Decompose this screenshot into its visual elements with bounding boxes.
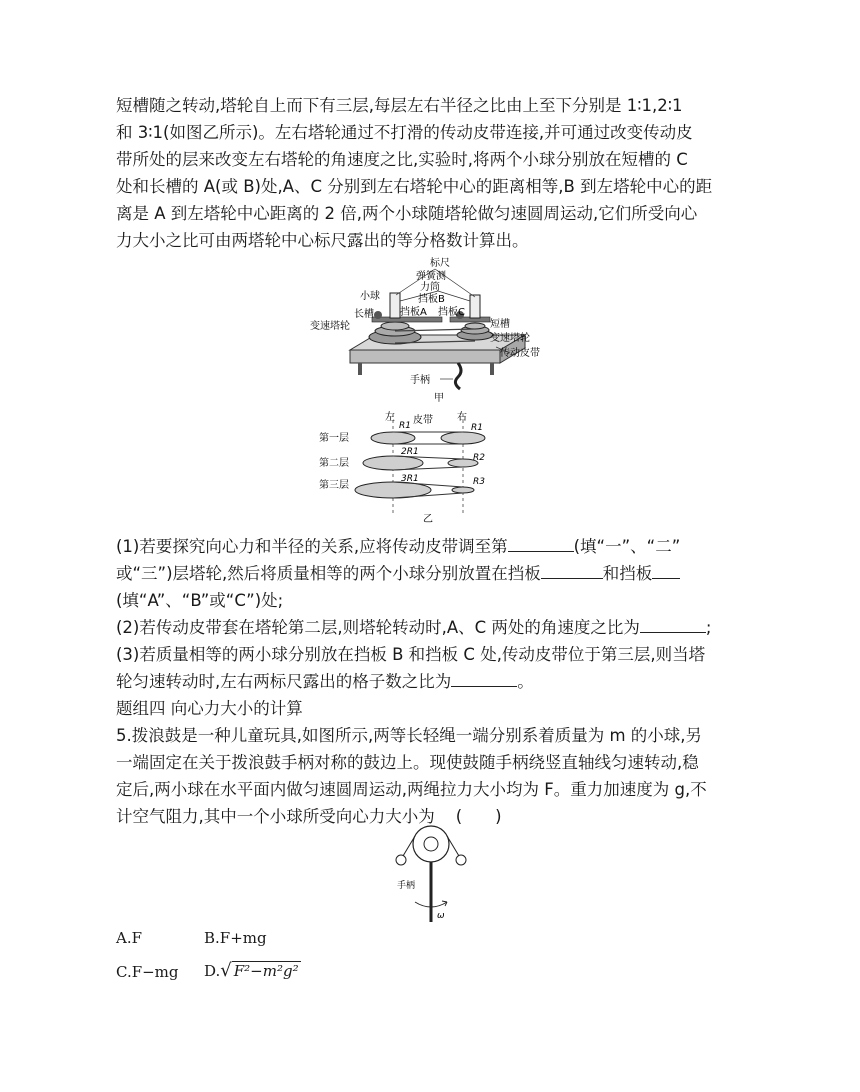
- sqrt-sign: √: [220, 960, 232, 981]
- q1-line-1: [116, 533, 746, 560]
- figure-yi-layers: [315, 408, 535, 526]
- q5-line-1: 5.拨浪鼓是一种儿童玩具,如图所示,两等长轻绳一端分别系着质量为 m 的小球,另: [116, 726, 703, 745]
- questions-block: [116, 533, 746, 830]
- label-dangban-c: 挡板C: [438, 307, 465, 318]
- q2-text: (2)若传动皮带套在塔轮第二层,则塔轮转动时,A、C 两处的角速度之比为: [116, 618, 640, 637]
- label-biansu-right: 变速塔轮: [490, 333, 530, 344]
- label-layer-2: 第二层: [319, 458, 349, 469]
- label-tanhuang-1: 弹簧测: [416, 271, 446, 282]
- q3-text: 轮匀速转动时,左右两标尺露出的格子数之比为: [116, 672, 452, 691]
- q1-text-a: (1)若要探究向心力和半径的关系,应将传动皮带调至第: [116, 537, 508, 556]
- label-tanhuang-2: 力筒: [420, 282, 440, 293]
- q2-end: ;: [705, 618, 712, 637]
- intro-line-3: 带所处的层来改变左右塔轮的角速度之比,实验时,将两个小球分别放在短槽的 C: [116, 150, 688, 169]
- q1-blank-1[interactable]: [508, 533, 574, 552]
- q3-end: 。: [517, 672, 534, 691]
- label-r3: R3: [473, 477, 485, 487]
- label-pidai: 传动皮带: [500, 348, 540, 359]
- option-c[interactable]: C.F−mg: [116, 963, 179, 981]
- label-left: 左: [385, 412, 395, 423]
- label-3r1: 3R1: [401, 474, 419, 484]
- intro-paragraph: [116, 92, 746, 254]
- label-shoubing: 手柄: [410, 375, 430, 386]
- q1-text-d: 和挡板: [602, 564, 653, 583]
- q1-blank-3[interactable]: [652, 560, 680, 579]
- label-duancao: 短槽: [490, 319, 510, 330]
- q3-line-2: [116, 668, 746, 695]
- label-omega: ω: [437, 911, 445, 921]
- label-shoubing-drum: 手柄: [397, 881, 416, 891]
- q3-blank[interactable]: [451, 668, 517, 687]
- option-b[interactable]: B.F+mg: [204, 929, 267, 947]
- option-a[interactable]: A.F: [116, 929, 143, 947]
- figure-rattle-drum: [385, 822, 475, 924]
- q5-line-3: 定后,两小球在水平面内做匀速圆周运动,两绳拉力大小均为 F。重力加速度为 g,不: [116, 780, 707, 799]
- q1-text-c: 或“三”)层塔轮,然后将质量相等的两个小球分别放置在挡板: [116, 564, 541, 583]
- label-changcao: 长槽: [354, 309, 374, 320]
- q1-text-b: (填“一”、“二”: [573, 537, 681, 556]
- label-yi-pidai: 皮带: [413, 415, 433, 426]
- label-dangban-a: 挡板A: [400, 307, 427, 318]
- label-xiaoqiu: 小球: [360, 291, 380, 302]
- option-d[interactable]: [204, 960, 301, 981]
- q5-text-4: 计空气阻力,其中一个小球所受向心力大小为: [116, 807, 435, 826]
- group-title: 题组四 向心力大小的计算: [116, 699, 303, 718]
- q5-line-2: 一端固定在关于拨浪鼓手柄对称的鼓边上。现使鼓随手柄绕竖直轴线匀速转动,稳: [116, 753, 699, 772]
- q5-answer-paren[interactable]: ( ): [455, 807, 502, 826]
- label-biaochi: 标尺: [430, 258, 450, 269]
- label-2r1: 2R1: [401, 447, 419, 457]
- label-biansu-left: 变速塔轮: [310, 321, 350, 332]
- intro-line-5: 离是 A 到左塔轮中心距离的 2 倍,两个小球随塔轮做匀速圆周运动,它们所受向心: [116, 204, 698, 223]
- q1-line-3: (填“A”、“B”或“C”)处;: [116, 591, 284, 610]
- caption-yi: 乙: [423, 514, 433, 525]
- q1-line-2: [116, 560, 746, 587]
- option-d-radicand: F²−m²g²: [233, 962, 299, 980]
- label-r1-right: R1: [471, 423, 483, 433]
- option-d-prefix: D.: [204, 962, 221, 980]
- label-dangban-b: 挡板B: [418, 294, 445, 305]
- intro-line-4: 处和长槽的 A(或 B)处,A、C 分别到左右塔轮中心的距离相等,B 到左塔轮中心的距: [116, 177, 713, 196]
- intro-line-1: 短槽随之转动,塔轮自上而下有三层,每层左右半径之比由上至下分别是 1∶1,2∶1: [116, 96, 683, 115]
- intro-line-6: 力大小之比可由两塔轮中心标尺露出的等分格数计算出。: [116, 231, 529, 250]
- q2-blank[interactable]: [640, 614, 706, 633]
- label-right: 右: [457, 412, 467, 423]
- q2-line: [116, 614, 746, 641]
- q1-blank-2[interactable]: [541, 560, 603, 579]
- figure-jia-apparatus: [310, 255, 560, 405]
- q3-line-1: (3)若质量相等的两小球分别放在挡板 B 和挡板 C 处,传动皮带位于第三层,则当塔: [116, 645, 706, 664]
- label-r2: R2: [473, 453, 485, 463]
- label-layer-3: 第三层: [319, 480, 349, 491]
- label-layer-1: 第一层: [319, 433, 349, 444]
- intro-line-2: 和 3∶1(如图乙所示)。左右塔轮通过不打滑的传动皮带连接,并可通过改变传动皮: [116, 123, 693, 142]
- caption-jia: 甲: [434, 393, 444, 404]
- label-r1-left: R1: [399, 421, 411, 431]
